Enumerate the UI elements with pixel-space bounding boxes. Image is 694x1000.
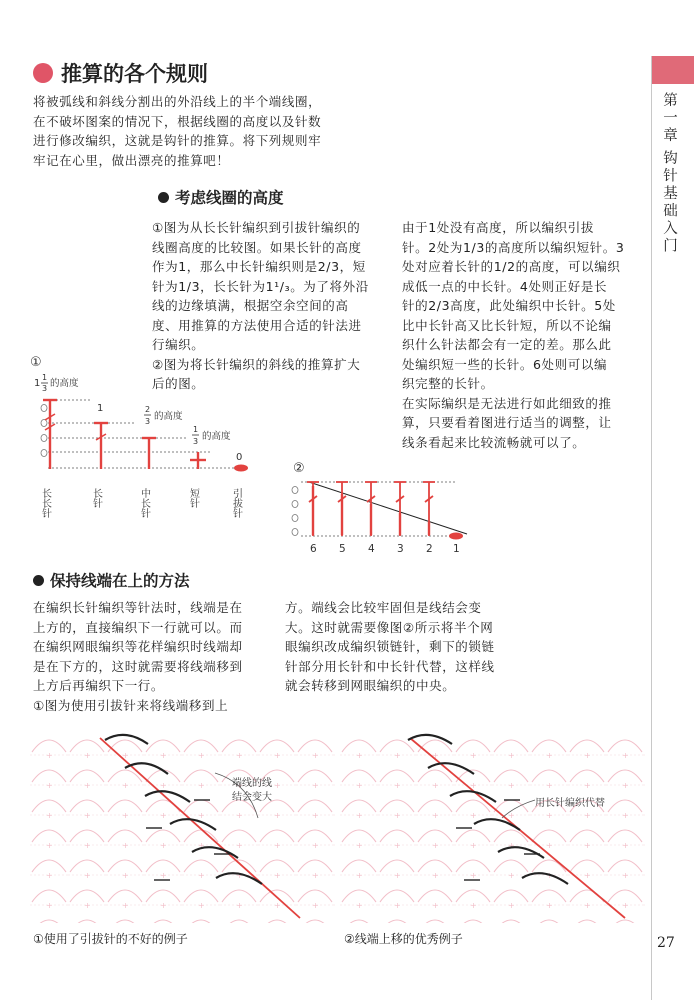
text-line: 织什么针法都会有一定的差。那么此: [402, 337, 612, 352]
height-label-den: 3: [145, 417, 151, 426]
sidebar-title: 钩针基础入门: [661, 150, 677, 255]
slip-stitch-symbol: [449, 533, 463, 540]
height-label-whole: 1: [34, 378, 41, 389]
text-line: 线圈高度的比较图。如果长针的高度: [152, 239, 362, 255]
single-stitch-symbol: [190, 452, 206, 469]
text-line: 上方后再编织下一行。: [33, 678, 165, 693]
text-line: 后的图。: [152, 376, 205, 391]
height-label-suffix: 的高度: [154, 411, 183, 422]
stitch-label: 短针: [187, 488, 199, 508]
text-line: ①图为从长长针编织到引拔针编织的: [152, 220, 361, 235]
stitch-label: 引拔针: [230, 488, 242, 518]
height-label-suffix: 的高度: [50, 378, 79, 389]
text-line: 在编织长针编织等针法时，线端是在: [33, 600, 243, 615]
text-line: 处编织短一些的长针。6处则可以编: [402, 356, 608, 372]
text-line: 行编织。: [152, 337, 205, 352]
sidebar-divider: [651, 56, 652, 1000]
text-line: 针为1/3，长长针为1¹/₃。为了将外沿: [152, 278, 369, 294]
stitch-label: 中长针: [138, 488, 150, 518]
subsection-heading: [158, 186, 284, 208]
text-line: 处对应着长针的1/2的高度，可以编织: [402, 259, 621, 274]
position-number: 3: [397, 543, 404, 555]
chapter-tab-marker: [652, 56, 694, 84]
subsection2-col2: [285, 598, 525, 696]
slip-stitch-symbol: [234, 465, 248, 472]
section-heading: [33, 58, 208, 88]
subsection-title: 保持线端在上的方法: [50, 572, 190, 590]
text-line: 由于1处没有高度，所以编织引拔: [402, 220, 594, 235]
subsection1-col2: [402, 218, 642, 452]
height-label-0: 0: [236, 452, 243, 463]
intro-line: 将被弧线和斜线分割出的外沿线上的半个端线圈，: [33, 94, 322, 109]
annotation-line: 用长针编织代替: [535, 798, 605, 809]
bullet-icon: [158, 192, 169, 203]
position-number: 5: [339, 543, 346, 555]
height-label-den: 3: [42, 384, 48, 393]
text-line: 针的2/3高度，此处编织中长针。5处: [402, 298, 616, 313]
slope-adjust-diagram: [285, 456, 475, 556]
intro-line: 进行修改编织，这就是钩针的推算。将下列规则牢: [33, 133, 322, 148]
text-line: 针部分用长针和中长针代替，这样线: [285, 658, 495, 674]
double-stitch-symbol: [94, 423, 108, 469]
position-number: 6: [310, 543, 317, 555]
stitch-label: 长长针: [39, 488, 51, 518]
sidebar-chapter: 第一章: [661, 92, 677, 145]
text-line: 在实际编织是无法进行如此细致的推: [402, 395, 612, 411]
text-line: 算，只要看着图进行适当的调整，让: [402, 415, 612, 430]
bullet-icon: [33, 63, 53, 83]
text-line: 成低一点的中长针。4处则正好是长: [402, 278, 608, 294]
text-line: 大。这时就需要像图②所示将半个网: [285, 619, 494, 635]
height-label-den: 3: [193, 437, 199, 446]
text-line: 眼编织改成编织锁链针，剩下的锁链: [285, 639, 495, 654]
text-line: 线条看起来比较流畅就可以了。: [402, 434, 586, 450]
height-label-suffix: 的高度: [202, 431, 231, 442]
page-number: 27: [657, 935, 675, 951]
annotation-line: 端线的线: [232, 778, 272, 789]
text-line: 方。端线会比较牢固但是线结会变: [285, 600, 482, 615]
subsection-heading: [33, 569, 190, 591]
diagram-marker: ①: [30, 355, 42, 370]
height-label-num: 2: [145, 405, 151, 414]
height-label-num: 1: [193, 425, 199, 434]
height-label-1: 1: [97, 403, 104, 414]
height-label-num: 1: [42, 373, 48, 382]
intro-line: 牢记在心里，做出漂亮的推算吧！: [33, 152, 230, 168]
text-line: 度、用推算的方法使用合适的针法进: [152, 317, 362, 333]
position-number: 1: [453, 543, 460, 555]
text-line: 织完整的长针。: [402, 376, 494, 391]
section-intro: [33, 92, 363, 170]
mesh-figure-bad-example: [30, 728, 335, 923]
subsection-title: 考虑线圈的高度: [175, 189, 284, 207]
bullet-icon: [33, 575, 44, 586]
text-line: 比中长针高又比长针短，所以不论编: [402, 317, 612, 333]
diagram-marker: ②: [293, 461, 305, 476]
text-line: 针。2处为1/3的高度所以编织短针。3: [402, 239, 625, 255]
section-title: 推算的各个规则: [61, 62, 208, 86]
figure-caption: ①使用了引拔针的不好的例子: [33, 932, 188, 946]
text-line: ②图为将长针编织的斜线的推算扩大: [152, 356, 361, 372]
figure-caption: ②线端上移的优秀例子: [344, 932, 463, 946]
position-number: 2: [426, 543, 433, 555]
stitch-height-diagram: [28, 348, 268, 518]
text-line: ①图为使用引拔针来将线端移到上: [33, 697, 229, 713]
text-line: 上方的，直接编织下一行就可以。而: [33, 619, 243, 635]
text-line: 作为1，那么中长针编织则是2/3，短: [152, 259, 366, 274]
text-line: 是在下方的，这时就需要将线端移到: [33, 658, 243, 674]
text-line: 就会转移到网眼编织的中央。: [285, 678, 456, 693]
text-line: 线的边缘填满，根据空余空间的高: [152, 298, 349, 313]
subsection2-col1: [33, 598, 273, 715]
text-line: 在编织网眼编织等花样编织时线端却: [33, 639, 243, 654]
position-number: 4: [368, 543, 375, 555]
stitch-label: 长针: [90, 488, 102, 508]
annotation-line: 结会变大: [232, 792, 272, 803]
half-double-stitch-symbol: [142, 438, 156, 469]
intro-line: 在不破坏图案的情况下，根据线圈的高度以及针数: [33, 113, 322, 129]
mesh-figure-good-example: [340, 728, 645, 923]
